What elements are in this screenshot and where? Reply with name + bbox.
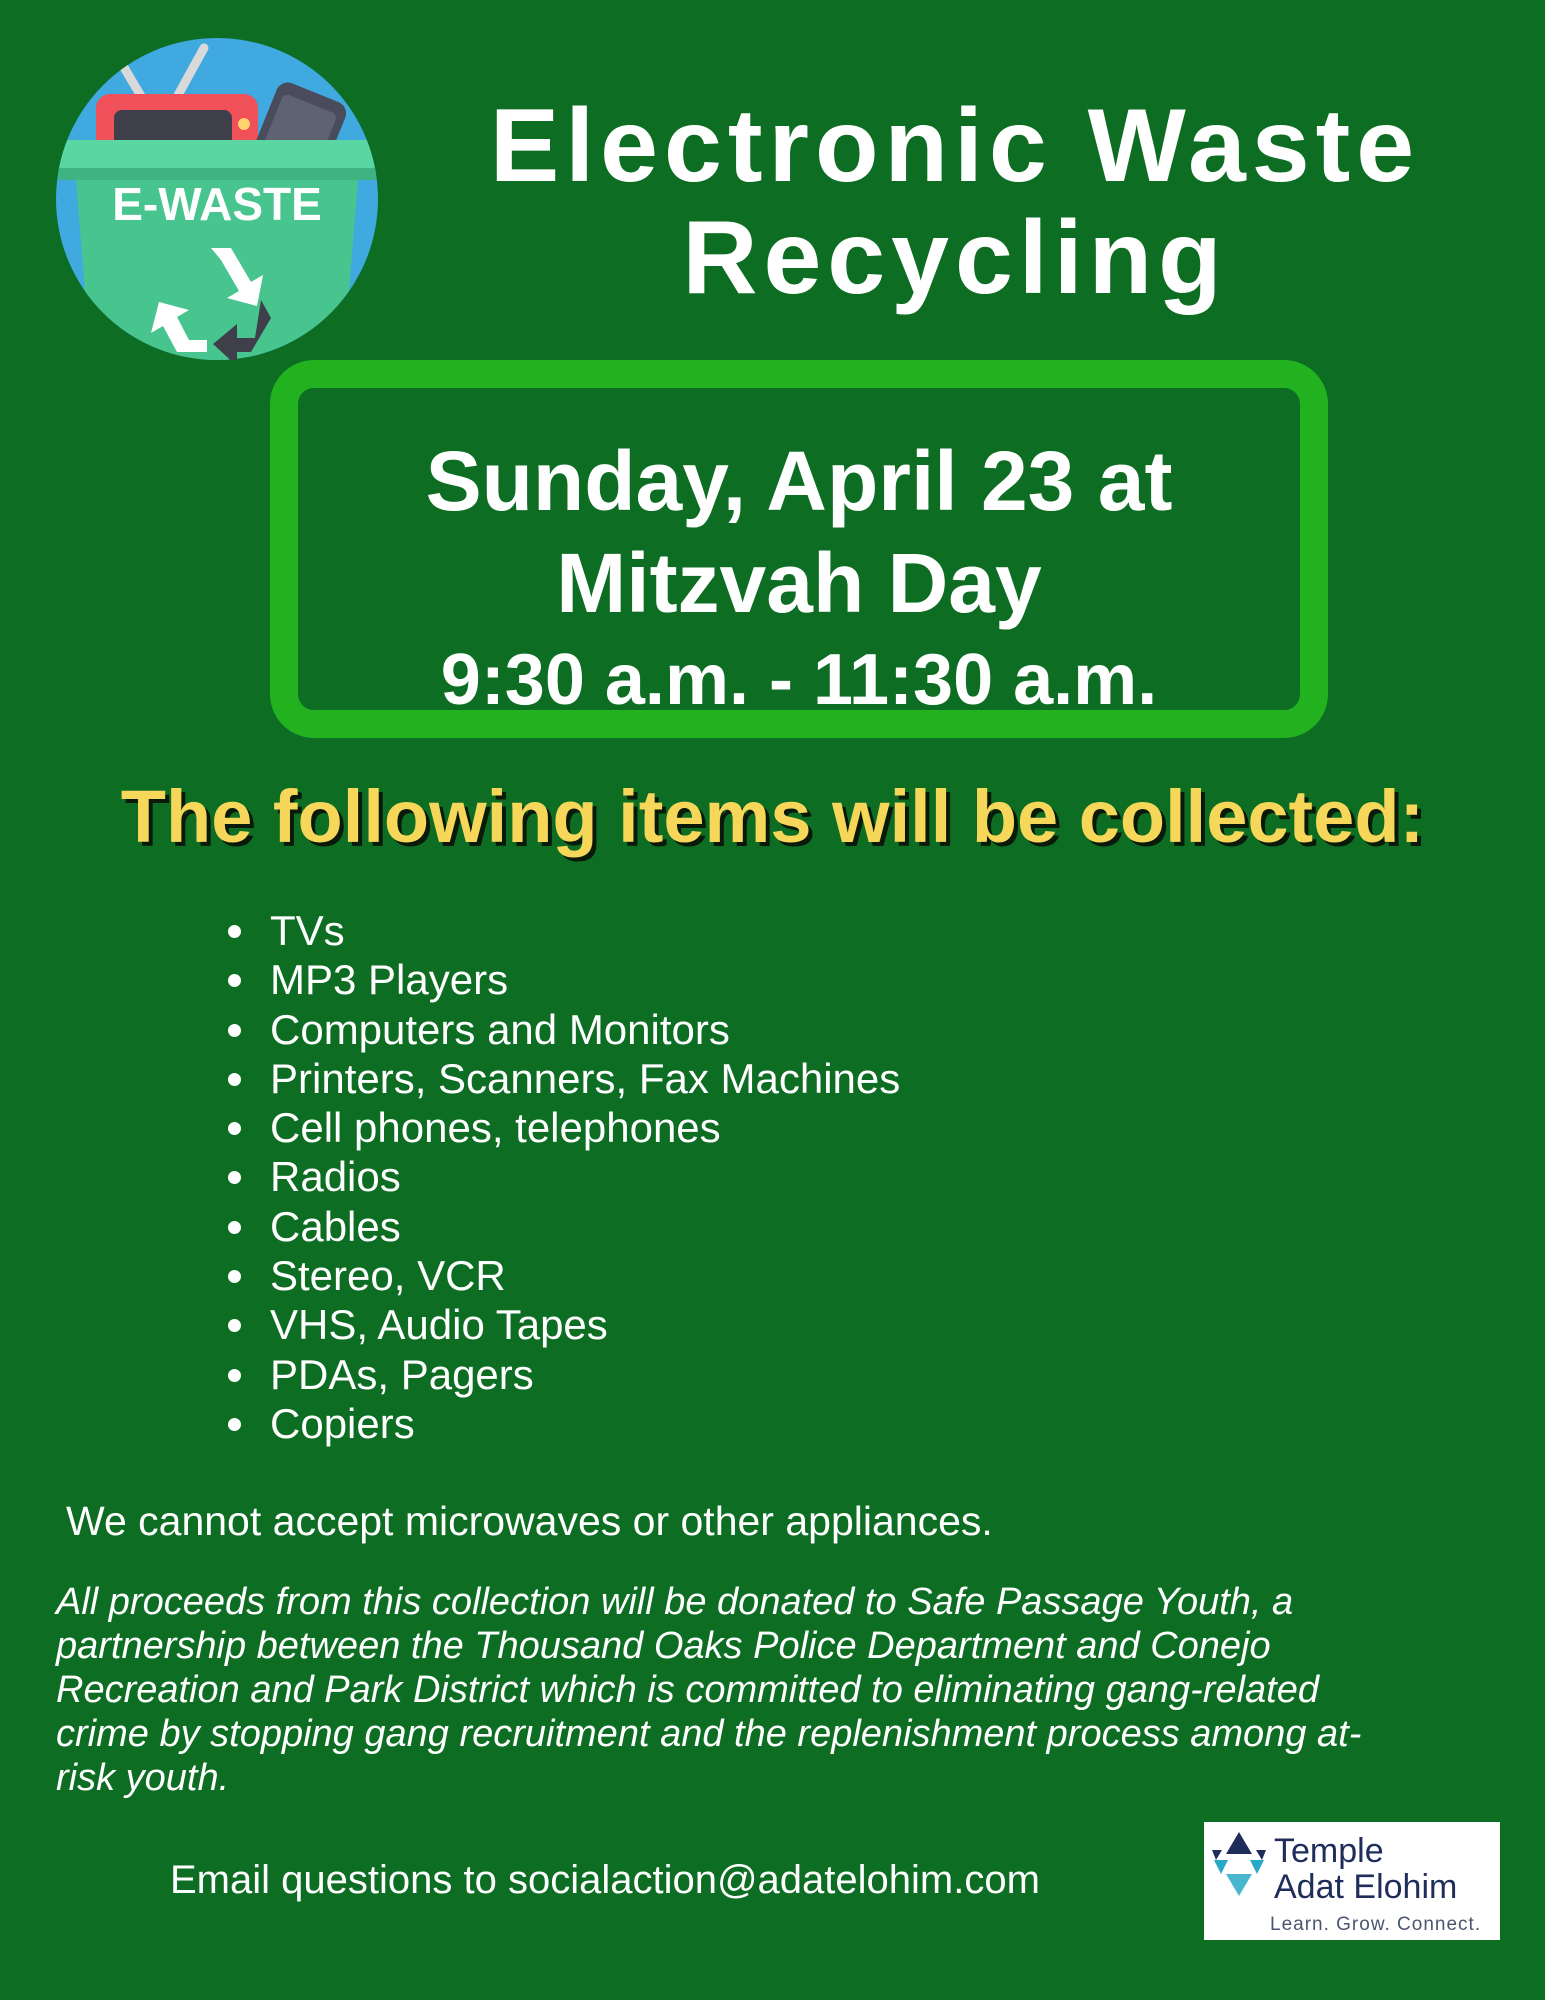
bullet-icon	[228, 1024, 241, 1037]
bullet-icon	[228, 1319, 241, 1332]
list-item	[228, 1202, 900, 1251]
bullet-icon	[228, 1122, 241, 1135]
bullet-icon	[228, 974, 241, 987]
proceeds-line: Recreation and Park District which is committed to eliminating gang-related	[56, 1669, 1319, 1711]
bullet-icon	[228, 1369, 241, 1382]
list-item-label: Cables	[270, 1202, 401, 1250]
bullet-icon	[228, 1270, 241, 1283]
event-date-box	[270, 360, 1328, 738]
bullet-icon	[228, 925, 241, 938]
bullet-icon	[228, 1221, 241, 1234]
proceeds-line: All proceeds from this collection will be donated to Safe Passage Youth, a	[56, 1581, 1294, 1623]
collected-items-list	[228, 906, 900, 1448]
e-waste-badge-icon	[56, 38, 378, 360]
list-item	[228, 955, 900, 1004]
list-item	[228, 1350, 900, 1399]
proceeds-line: crime by stopping gang recruitment and the replenishment process among at-	[56, 1713, 1362, 1755]
restriction-notice: We cannot accept microwaves or other appliances.	[66, 1498, 993, 1544]
list-item-label: TVs	[270, 907, 345, 954]
list-item	[228, 1399, 900, 1448]
contact-email: Email questions to socialaction@adatelohim.com	[170, 1858, 1040, 1902]
badge-label: E-WASTE	[112, 178, 322, 230]
list-item	[228, 906, 900, 955]
list-item-label: Copiers	[270, 1399, 415, 1447]
proceeds-line: partnership between the Thousand Oaks Police Department and Conejo	[56, 1625, 1271, 1667]
flyer-title	[400, 90, 1510, 314]
list-item-label: Computers and Monitors	[270, 1005, 730, 1053]
bullet-icon	[228, 1073, 241, 1086]
temple-name-line-2: Adat Elohim	[1274, 1868, 1458, 1906]
proceeds-paragraph	[56, 1580, 1486, 1800]
title-line-1: Electronic Waste	[489, 88, 1421, 204]
temple-tagline: Learn. Grow. Connect.	[1270, 1914, 1482, 1935]
temple-logo	[1204, 1822, 1500, 1940]
list-item-label: MP3 Players	[270, 956, 509, 1004]
title-line-2: Recycling	[682, 200, 1228, 316]
list-item-label: Printers, Scanners, Fax Machines	[270, 1054, 901, 1102]
list-item-label: VHS, Audio Tapes	[270, 1301, 608, 1349]
list-item-label: Radios	[270, 1153, 401, 1201]
list-item	[228, 1103, 900, 1152]
star-of-david-icon	[1208, 1830, 1270, 1898]
list-item	[228, 1054, 900, 1103]
list-item	[228, 1251, 900, 1300]
bullet-icon	[228, 1418, 241, 1431]
list-item	[228, 1152, 900, 1201]
event-date-line-2: Mitzvah Day	[556, 536, 1042, 630]
event-time: 9:30 a.m. - 11:30 a.m.	[440, 640, 1158, 720]
temple-name-line-1: Temple	[1274, 1832, 1384, 1870]
proceeds-line: risk youth.	[56, 1757, 230, 1799]
list-item	[228, 1300, 900, 1349]
list-item-label: PDAs, Pagers	[270, 1350, 534, 1398]
event-date-line-1: Sunday, April 23 at	[425, 434, 1173, 528]
collected-heading: The following items will be collected:	[120, 775, 1425, 858]
bullet-icon	[228, 1171, 241, 1184]
list-item	[228, 1005, 900, 1054]
list-item-label: Cell phones, telephones	[270, 1104, 721, 1152]
list-item-label: Stereo, VCR	[270, 1252, 506, 1300]
